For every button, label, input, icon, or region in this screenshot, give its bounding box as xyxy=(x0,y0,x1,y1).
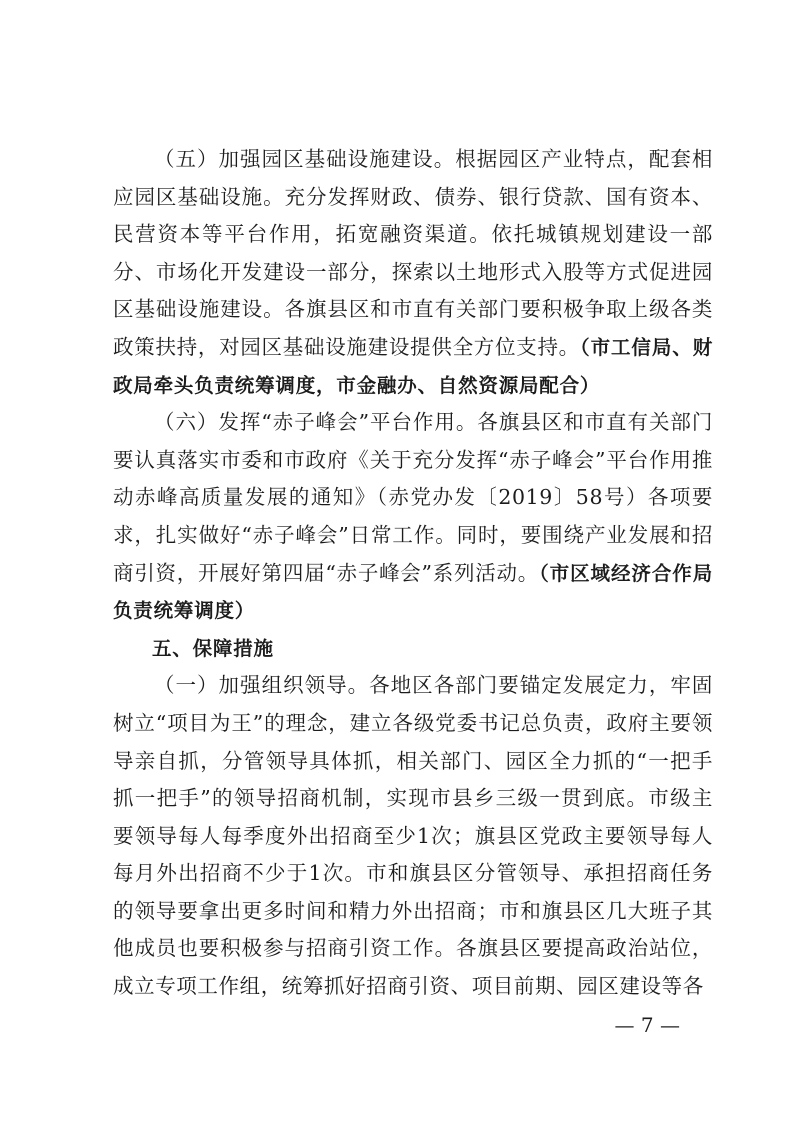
paragraph-infrastructure xyxy=(113,141,713,404)
page-number: — 7 — xyxy=(614,1013,680,1037)
paragraph-infrastructure-text: （五）加强园区基础设施建设。根据园区产业特点，配套相应园区基础设施。充分发挥财政、债券、银行贷款、国有资本、民营资本等平台作用，拓宽融资渠道。依托城镇规划建设一部分、市场化开发建设一部分，探索以土地形式入股等方式促进园区基础设施建设。各旗县区和市直有关部门要积极争取上级各类政策扶持，对园区基础设施建设提供全方位支持。 xyxy=(113,147,713,359)
paragraph-chizi-summit-responsibility: （市区域经济合作局负责统筹调度） xyxy=(113,561,714,623)
paragraph-infrastructure-responsibility: （市工信局、财政局牵头负责统筹调度，市金融办、自然资源局配合） xyxy=(113,335,713,397)
paragraph-organization-leadership xyxy=(113,667,713,1005)
paragraph-chizi-summit xyxy=(113,404,713,630)
body-text xyxy=(113,141,713,1006)
section-heading: 五、保障措施 xyxy=(152,636,274,660)
paragraph-chizi-summit-text: （六）发挥“赤子峰会”平台作用。各旗县区和市直有关部门要认真落实市委和市政府《关于充分发挥“赤子峰会”平台作用推动赤峰高质量发展的通知》（赤党办发〔2019〕58号）各项要求，扎实做好“赤子峰会”日常工作。同时，要围绕产业发展和招商引资，开展好第四届“赤子峰会”系列活动。 xyxy=(113,410,713,585)
paragraph-organization-leadership-text: （一）加强组织领导。各地区各部门要锚定发展定力，牢固树立“项目为王”的理念，建立各级党委书记总负责，政府主要领导亲自抓，分管领导具体抓，相关部门、园区全力抓的“一把手抓一把手”的领导招商机制，实现市县乡三级一贯到底。市级主要领导每人每季度外出招商至少1次；旗县区党政主要领导每人每月外出招商不少于1次。市和旗县区分管领导、承担招商任务的领导要拿出更多时间和精力外出招商；市和旗县区几大班子其他成员也要积极参与招商引资工作。各旗县区要提高政治站位，成立专项工作组，统筹抓好招商引资、项目前期、园区建设等各 xyxy=(113,673,713,999)
